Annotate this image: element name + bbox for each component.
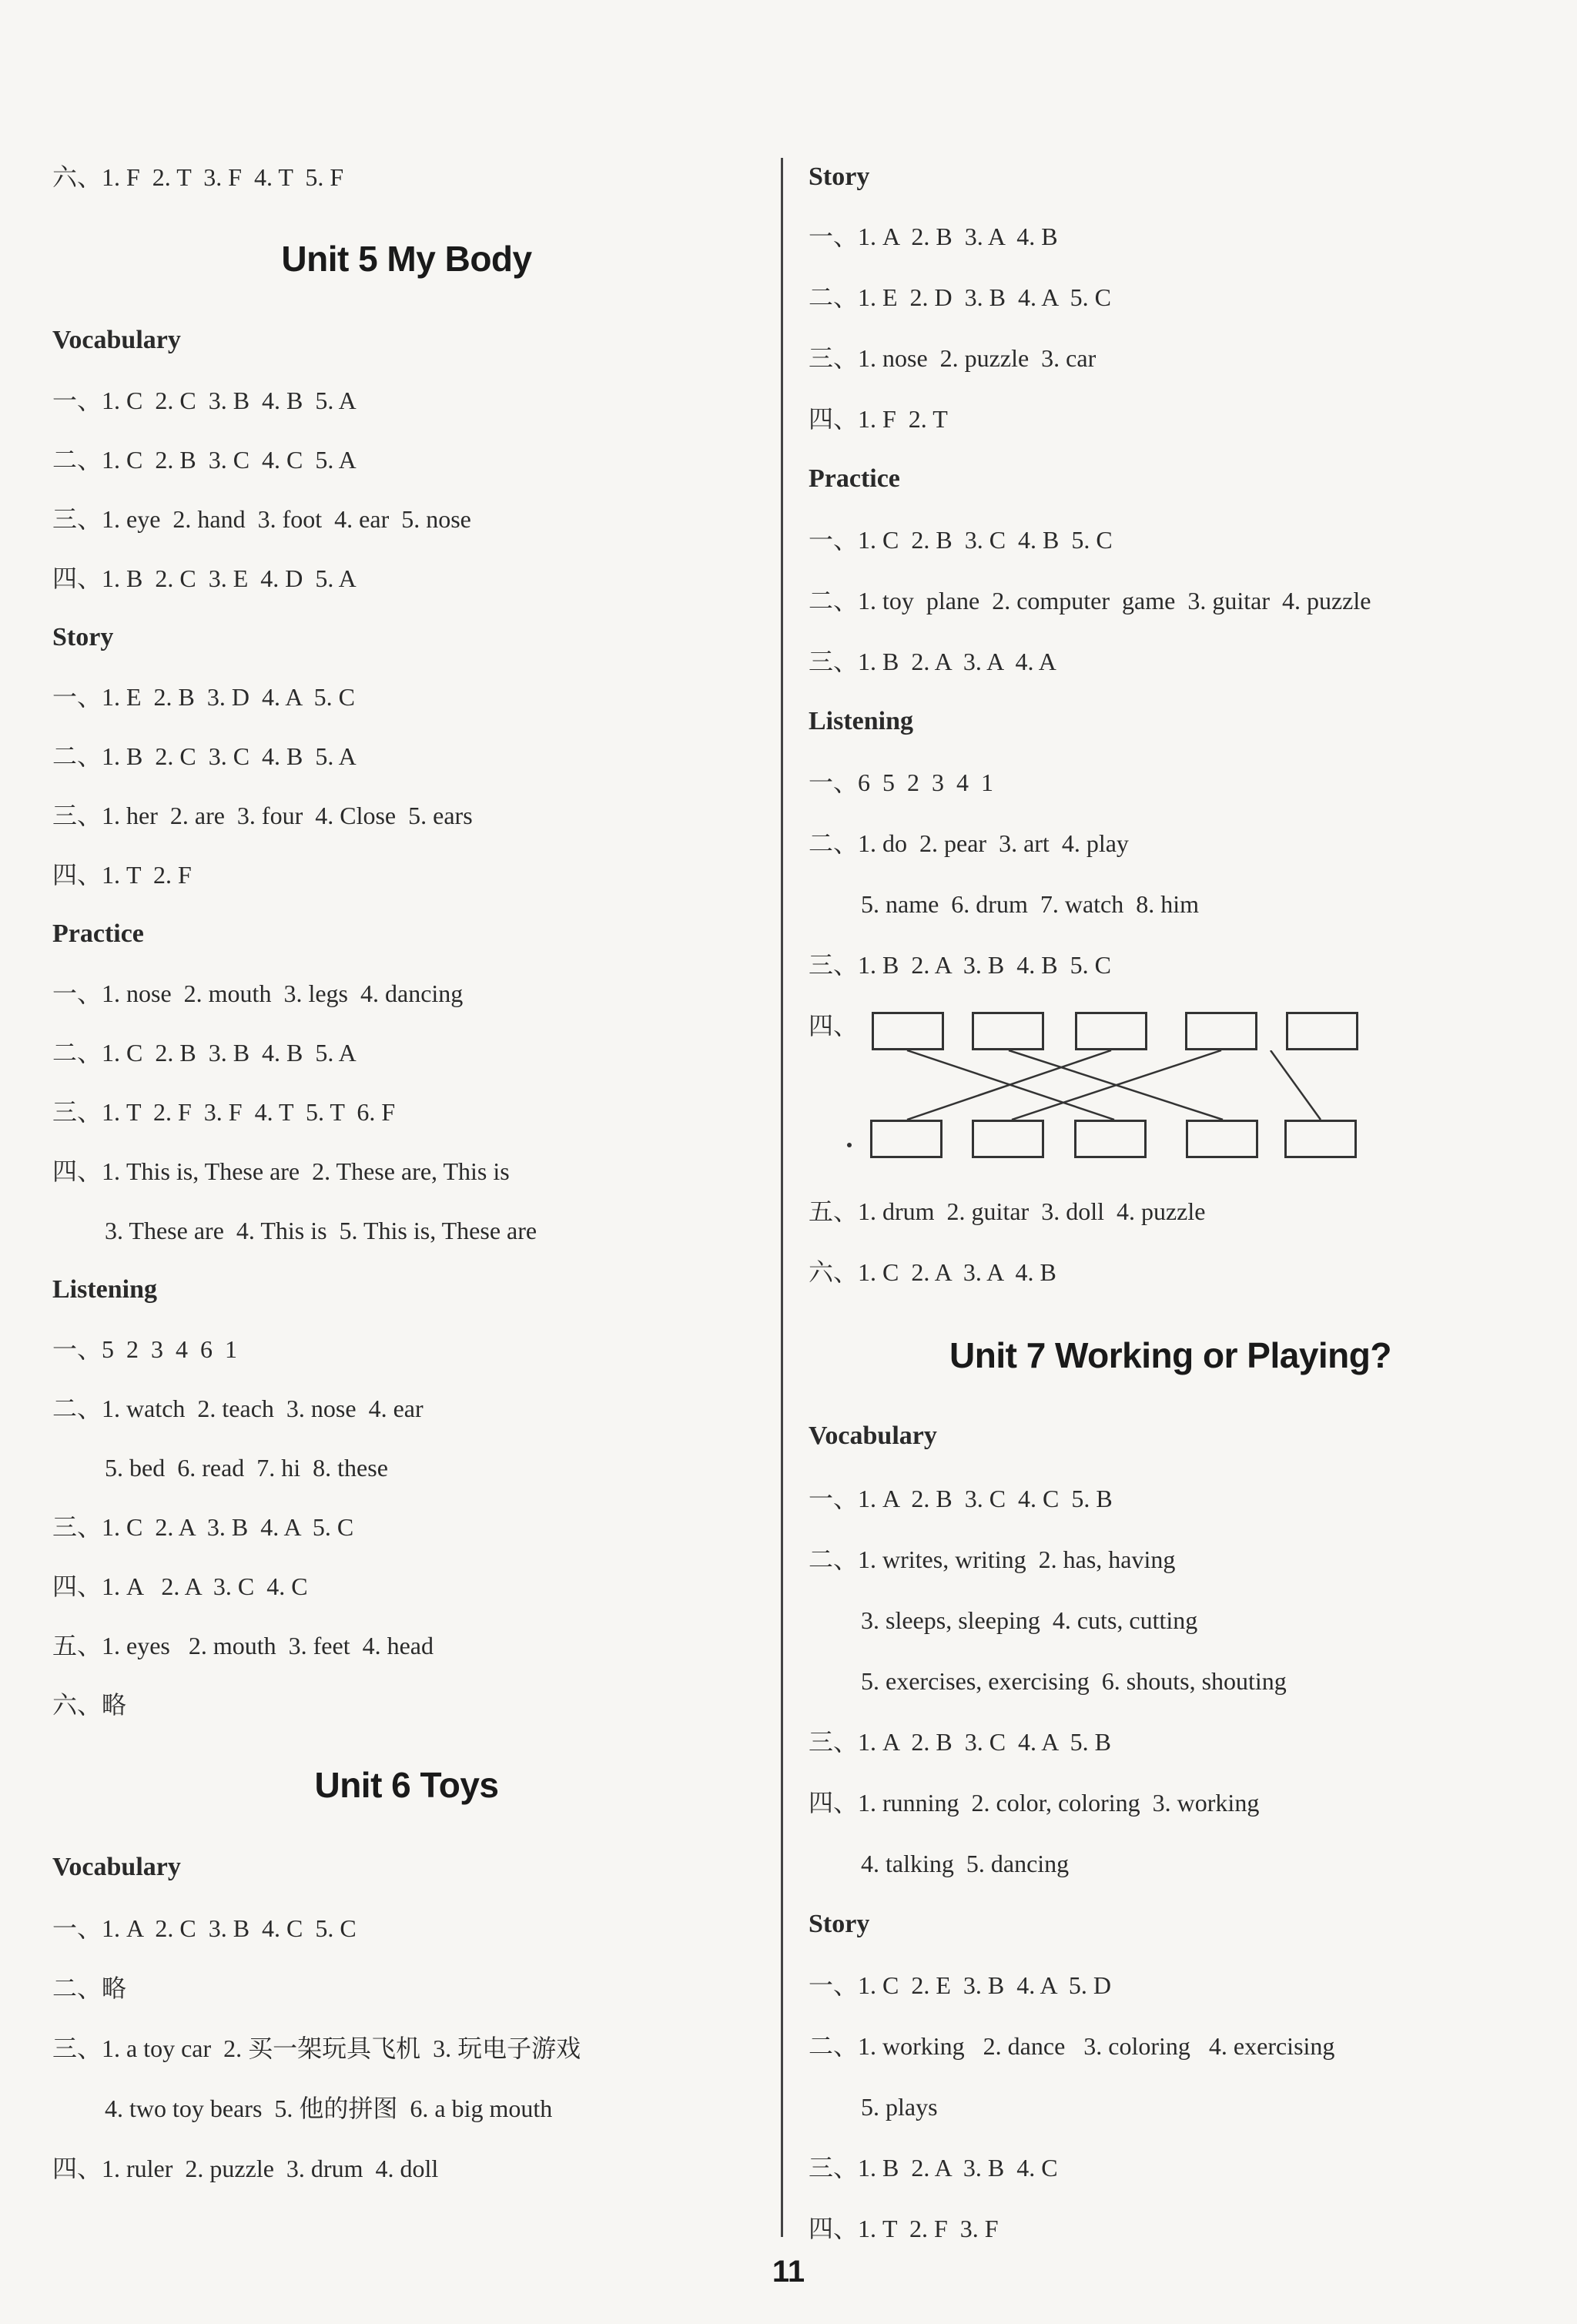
- answer-line: 二、1. C 2. B 3. C 4. C 5. A: [52, 446, 357, 474]
- answer-line: 5. exercises, exercising 6. shouts, shouting: [861, 1667, 1287, 1695]
- answer-line: 4. talking 5. dancing: [861, 1850, 1070, 1877]
- answer-line: 三、1. her 2. are 3. four 4. Close 5. ears: [52, 802, 473, 829]
- answer-line: 三、1. B 2. A 3. A 4. A: [809, 648, 1056, 675]
- answer-line: 一、1. C 2. E 3. B 4. A 5. D: [809, 1971, 1111, 1999]
- section-header: Vocabulary: [52, 326, 181, 354]
- answer-line: 二、略: [52, 1974, 127, 2002]
- answer-line: 一、5 2 3 4 6 1: [52, 1335, 238, 1363]
- answer-line: 一、1. C 2. B 3. C 4. B 5. C: [809, 526, 1113, 554]
- bottom-box: [972, 1120, 1044, 1158]
- answer-line: 5. plays: [861, 2093, 938, 2121]
- column-divider: [781, 158, 783, 2237]
- answer-line: 二、1. watch 2. teach 3. nose 4. ear: [52, 1395, 424, 1422]
- section-header: Vocabulary: [809, 1422, 937, 1450]
- answer-line: 5. name 6. drum 7. watch 8. him: [861, 890, 1200, 918]
- answer-line: 四、1. F 2. T: [809, 405, 948, 433]
- bottom-box: [1186, 1120, 1258, 1158]
- answer-line: 三、1. B 2. A 3. B 4. B 5. C: [809, 951, 1111, 979]
- top-box: [872, 1012, 944, 1050]
- dot-mark: [847, 1143, 852, 1147]
- bottom-box: [1074, 1120, 1147, 1158]
- answer-line: 一、1. A 2. B 3. A 4. B: [809, 223, 1058, 250]
- answer-line: 二、1. C 2. B 3. B 4. B 5. A: [52, 1039, 357, 1067]
- section-header: Vocabulary: [52, 1853, 181, 1881]
- matching-label: 四、: [809, 1012, 859, 1040]
- answer-line: 一、1. A 2. B 3. C 4. C 5. B: [809, 1485, 1113, 1512]
- top-box: [1286, 1012, 1358, 1050]
- answer-line: 三、1. C 2. A 3. B 4. A 5. C: [52, 1513, 354, 1541]
- answer-line: 四、1. T 2. F 3. F: [809, 2215, 999, 2242]
- answer-line: 六、1. F 2. T 3. F 4. T 5. F: [52, 163, 344, 191]
- answer-line: 一、1. A 2. C 3. B 4. C 5. C: [52, 1914, 357, 1942]
- answer-line: 一、1. E 2. B 3. D 4. A 5. C: [52, 683, 355, 711]
- answer-line: 四、1. T 2. F: [52, 861, 192, 889]
- page-number: 11: [772, 2255, 805, 2289]
- section-header: Practice: [52, 919, 144, 948]
- section-header: Practice: [809, 464, 900, 493]
- answer-line: 五、1. drum 2. guitar 3. doll 4. puzzle: [809, 1197, 1206, 1225]
- answer-line: 三、1. a toy car 2. 买一架玩具飞机 3. 玩电子游戏: [52, 2034, 581, 2062]
- answer-line: 4. two toy bears 5. 他的拼图 6. a big mouth: [105, 2095, 553, 2122]
- answer-line: 二、1. do 2. pear 3. art 4. play: [809, 829, 1129, 857]
- answer-line: 一、1. C 2. C 3. B 4. B 5. A: [52, 387, 357, 414]
- answer-line: 三、1. eye 2. hand 3. foot 4. ear 5. nose: [52, 505, 471, 533]
- bottom-box: [1284, 1120, 1357, 1158]
- answer-line: 一、1. nose 2. mouth 3. legs 4. dancing: [52, 979, 464, 1007]
- answer-line: 四、1. A 2. A 3. C 4. C: [52, 1572, 308, 1600]
- section-header: Listening: [52, 1275, 158, 1304]
- answer-line: 二、1. working 2. dance 3. coloring 4. exercising: [809, 2032, 1335, 2060]
- match-line: [1271, 1050, 1321, 1120]
- matching-lines: [809, 1050, 1363, 1120]
- section-header: Story: [52, 623, 114, 651]
- answer-line: 四、1. running 2. color, coloring 3. working: [809, 1789, 1260, 1817]
- top-box: [972, 1012, 1044, 1050]
- answer-line: 一、6 5 2 3 4 1: [809, 769, 994, 796]
- answer-line: 3. sleeps, sleeping 4. cuts, cutting: [861, 1606, 1198, 1634]
- top-box: [1185, 1012, 1257, 1050]
- unit-6-title: Unit 6 Toys: [314, 1765, 499, 1805]
- bottom-box: [870, 1120, 943, 1158]
- section-header: Listening: [809, 707, 914, 735]
- top-box: [1075, 1012, 1147, 1050]
- unit-7-title: Unit 7 Working or Playing?: [949, 1335, 1391, 1375]
- answer-line: 二、1. writes, writing 2. has, having: [809, 1545, 1176, 1573]
- answer-line: 六、略: [52, 1691, 127, 1719]
- answer-line: 5. bed 6. read 7. hi 8. these: [105, 1454, 388, 1482]
- unit-5-title: Unit 5 My Body: [281, 239, 532, 279]
- answer-line: 3. These are 4. This is 5. This is, These are: [105, 1217, 537, 1244]
- answer-line: 二、1. B 2. C 3. C 4. B 5. A: [52, 742, 357, 770]
- answer-line: 六、1. C 2. A 3. A 4. B: [809, 1258, 1056, 1286]
- answer-line: 三、1. A 2. B 3. C 4. A 5. B: [809, 1728, 1111, 1756]
- answer-line: 三、1. T 2. F 3. F 4. T 5. T 6. F: [52, 1098, 396, 1126]
- answer-line: 四、1. ruler 2. puzzle 3. drum 4. doll: [52, 2155, 439, 2182]
- section-header: Story: [809, 1910, 870, 1938]
- answer-line: 五、1. eyes 2. mouth 3. feet 4. head: [52, 1632, 434, 1659]
- answer-line: 二、1. toy plane 2. computer game 3. guitar 4. puzzle: [809, 587, 1371, 614]
- answer-line: 三、1. nose 2. puzzle 3. car: [809, 344, 1097, 372]
- answer-line: 四、1. This is, These are 2. These are, This is: [52, 1157, 510, 1185]
- answer-line: 三、1. B 2. A 3. B 4. C: [809, 2154, 1058, 2182]
- section-header: Story: [809, 162, 870, 191]
- answer-line: 四、1. B 2. C 3. E 4. D 5. A: [52, 564, 357, 592]
- answer-line: 二、1. E 2. D 3. B 4. A 5. C: [809, 283, 1111, 311]
